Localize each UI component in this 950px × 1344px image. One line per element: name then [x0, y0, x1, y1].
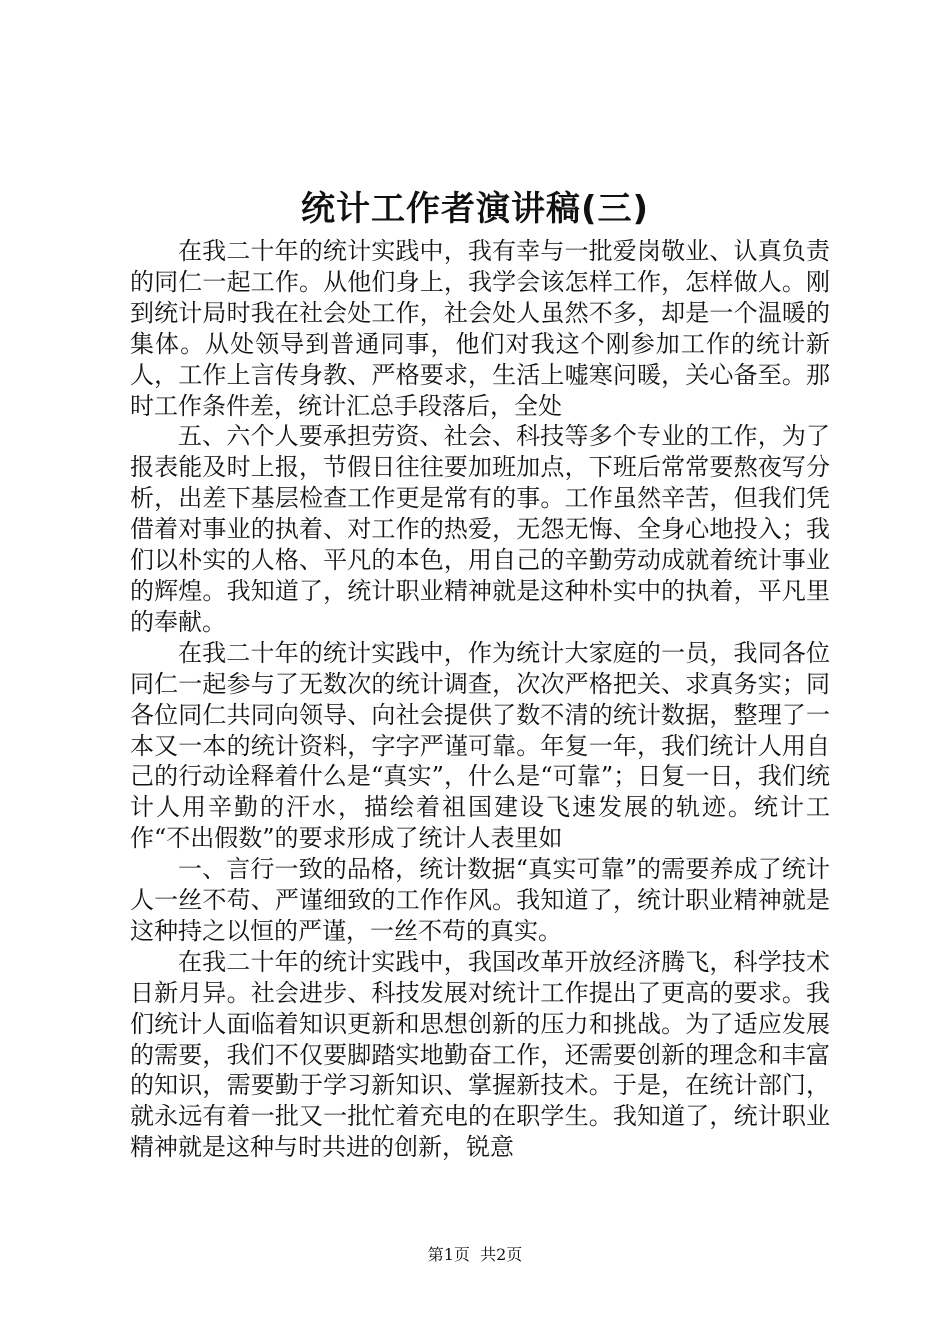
page-number-current: 第1页 — [427, 1245, 470, 1264]
page-footer — [0, 1244, 950, 1266]
footer-spacer — [470, 1245, 480, 1264]
page-number-total: 共2页 — [480, 1245, 523, 1264]
paragraph-3: 在我二十年的统计实践中，作为统计大家庭的一员，我同各位同仁一起参与了无数次的统计调查，次次严格把关、求真务实；同各位同仁共同向领导、向社会提供了数不清的统计数据，整理了一本又一本的统计资料，字字严谨可靠。年复一年，我们统计人用自己的行动诠释着什么是“真实”，什么是“可靠”；日复一日，我们统计人用辛勤的汗水，描绘着祖国建设飞速发展的轨迹。统计工作“不出假数”的要求形成了统计人表里如 — [130, 638, 830, 853]
document-body — [130, 236, 830, 1163]
document-title: 统计工作者演讲稿(三) — [300, 189, 650, 229]
paragraph-4: 一、言行一致的品格，统计数据“真实可靠”的需要养成了统计人一丝不苟、严谨细致的工作作风。我知道了，统计职业精神就是这种持之以恒的严谨，一丝不苟的真实。 — [130, 855, 830, 945]
paragraph-1: 在我二十年的统计实践中，我有幸与一批爱岗敬业、认真负责的同仁一起工作。从他们身上，我学会该怎样工作，怎样做人。刚到统计局时我在社会处工作，社会处人虽然不多，却是一个温暖的集体。从处领导到普通同事，他们对我这个刚参加工作的统计新人，工作上言传身教、严格要求，生活上嘘寒问暖，关心备至。那时工作条件差，统计汇总手段落后，全处 — [130, 237, 830, 420]
paragraph-5: 在我二十年的统计实践中，我国改革开放经济腾飞，科学技术日新月异。社会进步、科技发展对统计工作提出了更高的要求。我们统计人面临着知识更新和思想创新的压力和挑战。为了适应发展的需要，我们不仅要脚踏实地勤奋工作，还需要创新的理念和丰富的知识，需要勤于学习新知识、掌握新技术。于是，在统计部门，就永远有着一批又一批忙着充电的在职学生。我知道了，统计职业精神就是这种与时共进的创新，锐意 — [130, 947, 830, 1162]
paragraph-2: 五、六个人要承担劳资、社会、科技等多个专业的工作，为了报表能及时上报，节假日往往要加班加点，下班后常常要熬夜写分析，出差下基层检查工作更是常有的事。工作虽然辛苦，但我们凭借着对事业的执着、对工作的热爱，无怨无悔、全身心地投入；我们以朴实的人格、平凡的本色，用自己的辛勤劳动成就着统计事业的辉煌。我知道了，统计职业精神就是这种朴实中的执着，平凡里的奉献。 — [130, 422, 830, 636]
